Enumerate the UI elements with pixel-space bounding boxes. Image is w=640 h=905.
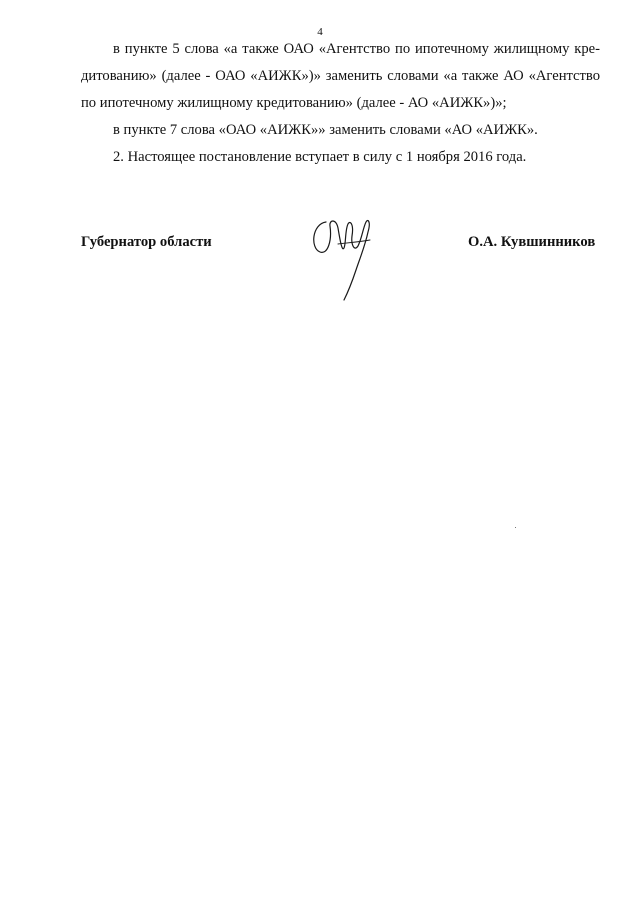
page-number: 4 <box>317 26 323 38</box>
paragraph-line: в пункте 5 слова «а также ОАО «Агентство по ипотечному жилищному кре- <box>113 41 600 57</box>
paragraph-line: 2. Настоящее постановление вступает в силу с 1 ноября 2016 года. <box>113 149 527 165</box>
paragraph-line: в пункте 7 слова «ОАО «АИЖК»» заменить словами «АО «АИЖК». <box>113 122 538 138</box>
paragraph-line: по ипотечному жилищному кредитованию» (далее - АО «АИЖК»)»; <box>81 95 507 111</box>
handwritten-signature <box>308 210 378 305</box>
paragraph-line: дитованию» (далее - ОАО «АИЖК»)» заменить словами «а также АО «Агентство <box>81 68 600 84</box>
scan-speck <box>515 527 516 528</box>
signer-name: О.А. Кувшинников <box>468 234 596 250</box>
signer-position: Губернатор области <box>81 234 212 250</box>
